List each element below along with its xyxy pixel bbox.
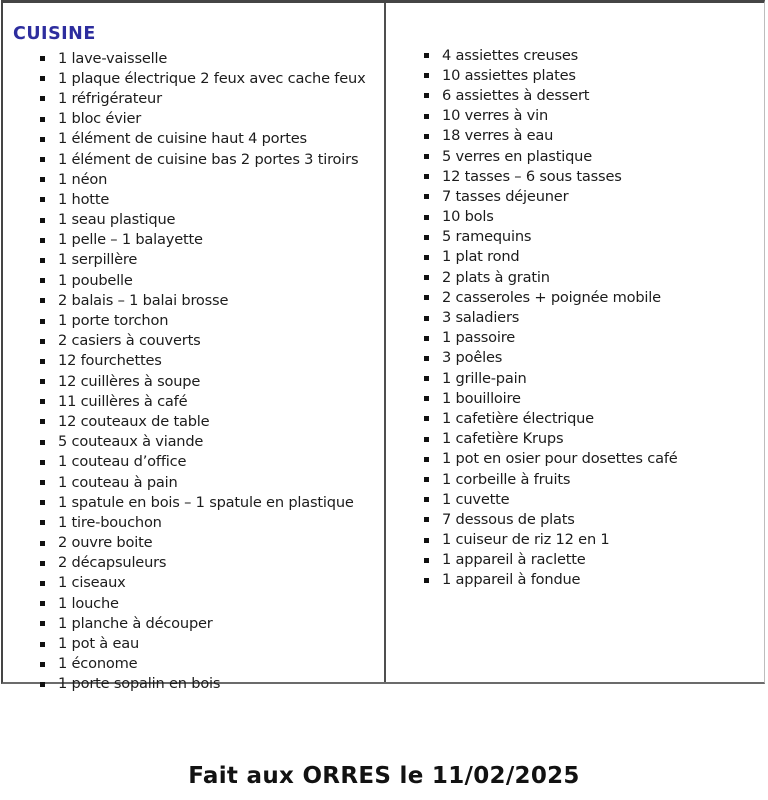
item-label: 12 cuillères à soupe <box>58 372 201 390</box>
square-bullet-icon <box>40 621 45 626</box>
square-bullet-icon <box>40 460 45 465</box>
inventory-item <box>40 48 378 68</box>
inventory-item <box>424 550 758 570</box>
square-bullet-icon <box>40 117 45 122</box>
item-label: 10 verres à vin <box>442 107 548 125</box>
item-label: 2 balais – 1 balai brosse <box>58 291 229 309</box>
item-label: 7 dessous de plats <box>442 510 575 528</box>
item-label: 4 assiettes creuses <box>442 46 579 64</box>
inventory-item <box>424 247 758 267</box>
square-bullet-icon <box>40 238 45 243</box>
item-label: 3 saladiers <box>442 309 520 327</box>
item-label: 1 grille-pain <box>442 369 527 387</box>
square-bullet-icon <box>40 642 45 647</box>
inventory-item <box>40 411 378 431</box>
item-label: 2 ouvre boite <box>58 534 153 552</box>
square-bullet-icon <box>424 174 429 179</box>
item-label: 1 spatule en bois – 1 spatule en plastique <box>58 493 354 511</box>
inventory-item <box>424 287 758 307</box>
square-bullet-icon <box>424 134 429 139</box>
inventory-item <box>40 553 378 573</box>
item-label: 6 assiettes à dessert <box>442 86 590 104</box>
item-label: 1 poubelle <box>58 271 133 289</box>
square-bullet-icon <box>40 440 45 445</box>
inventory-item <box>40 452 378 472</box>
item-label: 1 bouilloire <box>442 389 521 407</box>
square-bullet-icon <box>40 662 45 667</box>
inventory-item <box>40 331 378 351</box>
square-bullet-icon <box>40 197 45 202</box>
square-bullet-icon <box>40 157 45 162</box>
inventory-item <box>40 573 378 593</box>
item-label: 10 assiettes plates <box>442 66 576 84</box>
item-label: 1 néon <box>58 170 108 188</box>
item-label: 1 hotte <box>58 190 110 208</box>
inventory-item <box>424 45 758 65</box>
square-bullet-icon <box>40 56 45 61</box>
square-bullet-icon <box>424 437 429 442</box>
square-bullet-icon <box>424 578 429 583</box>
square-bullet-icon <box>424 376 429 381</box>
square-bullet-icon <box>40 541 45 546</box>
item-label: 10 bols <box>442 208 494 226</box>
inventory-item <box>40 674 378 694</box>
item-label: 7 tasses déjeuner <box>442 187 569 205</box>
footer-date-line: Fait aux ORRES le 11/02/2025 <box>188 763 580 789</box>
inventory-item <box>424 469 758 489</box>
inventory-item <box>424 509 758 529</box>
square-bullet-icon <box>424 215 429 220</box>
item-label: 1 seau plastique <box>58 211 176 229</box>
item-label: 12 fourchettes <box>58 352 162 370</box>
square-bullet-icon <box>424 275 429 280</box>
inventory-item <box>424 328 758 348</box>
inventory-item <box>40 512 378 532</box>
inventory-item <box>40 250 378 270</box>
square-bullet-icon <box>40 339 45 344</box>
square-bullet-icon <box>40 218 45 223</box>
inventory-item <box>40 169 378 189</box>
inventory-item <box>40 109 378 129</box>
square-bullet-icon <box>40 96 45 101</box>
item-label: 1 économe <box>58 655 138 673</box>
item-label: 1 louche <box>58 594 119 612</box>
square-bullet-icon <box>40 379 45 384</box>
inventory-item <box>40 230 378 250</box>
square-bullet-icon <box>424 356 429 361</box>
square-bullet-icon <box>424 457 429 462</box>
inventory-item <box>424 489 758 509</box>
item-label: 1 appareil à raclette <box>442 551 586 569</box>
inventory-item <box>424 267 758 287</box>
square-bullet-icon <box>40 278 45 283</box>
square-bullet-icon <box>40 581 45 586</box>
item-label: 1 cafetière électrique <box>442 409 594 427</box>
inventory-item <box>40 492 378 512</box>
inventory-item <box>424 570 758 590</box>
inventory-item <box>424 146 758 166</box>
item-label: 1 cuiseur de riz 12 en 1 <box>442 531 610 549</box>
item-label: 1 corbeille à fruits <box>442 470 571 488</box>
left-column-list <box>13 48 378 694</box>
item-label: 1 couteau à pain <box>58 473 178 491</box>
square-bullet-icon <box>424 538 429 543</box>
item-label: 1 serpillère <box>58 251 138 269</box>
square-bullet-icon <box>424 295 429 300</box>
item-label: 1 pot en osier pour dosettes café <box>442 450 678 468</box>
item-label: 12 tasses – 6 sous tasses <box>442 167 622 185</box>
square-bullet-icon <box>40 399 45 404</box>
square-bullet-icon <box>424 73 429 78</box>
item-label: 2 casiers à couverts <box>58 332 201 350</box>
inventory-item <box>40 351 378 371</box>
inventory-item <box>424 166 758 186</box>
inventory-item <box>40 472 378 492</box>
square-bullet-icon <box>424 235 429 240</box>
inventory-item <box>424 207 758 227</box>
inventory-item <box>40 391 378 411</box>
right-column-list <box>397 45 758 590</box>
inventory-item <box>424 126 758 146</box>
item-label: 1 passoire <box>442 329 515 347</box>
item-label: 1 plaque électrique 2 feux avec cache feux <box>58 69 366 87</box>
inventory-item <box>40 432 378 452</box>
item-label: 1 tire-bouchon <box>58 513 162 531</box>
item-label: 1 cuvette <box>442 490 510 508</box>
item-label: 1 porte torchon <box>58 312 169 330</box>
page-title: CUISINE <box>13 24 96 44</box>
square-bullet-icon <box>424 517 429 522</box>
square-bullet-icon <box>40 359 45 364</box>
square-bullet-icon <box>424 396 429 401</box>
inventory-item <box>424 85 758 105</box>
square-bullet-icon <box>40 298 45 303</box>
item-label: 1 planche à découper <box>58 614 213 632</box>
item-label: 1 porte sopalin en bois <box>58 675 221 693</box>
inventory-item <box>424 348 758 368</box>
item-label: 1 réfrigérateur <box>58 89 162 107</box>
square-bullet-icon <box>424 194 429 199</box>
item-label: 1 pelle – 1 balayette <box>58 231 203 249</box>
item-label: 5 ramequins <box>442 228 532 246</box>
item-label: 18 verres à eau <box>442 127 554 145</box>
inventory-item <box>424 368 758 388</box>
square-bullet-icon <box>424 114 429 119</box>
inventory-item <box>424 408 758 428</box>
square-bullet-icon <box>424 93 429 98</box>
inventory-item <box>40 68 378 88</box>
square-bullet-icon <box>40 480 45 485</box>
square-bullet-icon <box>40 258 45 263</box>
item-label: 2 plats à gratin <box>442 268 550 286</box>
square-bullet-icon <box>424 336 429 341</box>
square-bullet-icon <box>40 682 45 687</box>
inventory-column-right <box>386 3 764 682</box>
inventory-item <box>40 270 378 290</box>
square-bullet-icon <box>40 137 45 142</box>
item-label: 12 couteaux de table <box>58 412 210 430</box>
item-label: 2 décapsuleurs <box>58 554 167 572</box>
square-bullet-icon <box>40 601 45 606</box>
item-label: 1 plat rond <box>442 248 520 266</box>
inventory-item <box>424 530 758 550</box>
inventory-item <box>40 189 378 209</box>
inventory-item <box>40 129 378 149</box>
square-bullet-icon <box>424 477 429 482</box>
item-label: 5 verres en plastique <box>442 147 592 165</box>
square-bullet-icon <box>40 76 45 81</box>
item-label: 1 pot à eau <box>58 635 140 653</box>
item-label: 1 couteau d’office <box>58 453 187 471</box>
item-label: 1 appareil à fondue <box>442 571 581 589</box>
square-bullet-icon <box>424 558 429 563</box>
item-label: 2 casseroles + poignée mobile <box>442 288 661 306</box>
item-label: 1 lave-vaisselle <box>58 49 168 67</box>
square-bullet-icon <box>424 154 429 159</box>
square-bullet-icon <box>424 416 429 421</box>
square-bullet-icon <box>40 319 45 324</box>
inventory-item <box>424 388 758 408</box>
inventory-table <box>1 0 765 693</box>
inventory-item <box>40 310 378 330</box>
square-bullet-icon <box>424 53 429 58</box>
inventory-item <box>424 65 758 85</box>
inventory-column-left <box>3 3 386 693</box>
square-bullet-icon <box>40 177 45 182</box>
square-bullet-icon <box>424 497 429 502</box>
inventory-item <box>40 290 378 310</box>
inventory-item <box>424 106 758 126</box>
inventory-item <box>40 633 378 653</box>
item-label: 1 élément de cuisine bas 2 portes 3 tiroirs <box>58 150 359 168</box>
inventory-item <box>40 88 378 108</box>
item-label: 5 couteaux à viande <box>58 433 204 451</box>
inventory-item <box>424 227 758 247</box>
item-label: 3 poêles <box>442 349 503 367</box>
inventory-item <box>40 371 378 391</box>
square-bullet-icon <box>424 316 429 321</box>
item-label: 1 élément de cuisine haut 4 portes <box>58 130 307 148</box>
inventory-item <box>40 149 378 169</box>
item-label: 1 cafetière Krups <box>442 430 564 448</box>
square-bullet-icon <box>424 255 429 260</box>
inventory-item <box>40 210 378 230</box>
inventory-item <box>40 593 378 613</box>
inventory-item <box>424 429 758 449</box>
inventory-item <box>424 307 758 327</box>
inventory-item <box>424 449 758 469</box>
square-bullet-icon <box>40 419 45 424</box>
item-label: 1 ciseaux <box>58 574 126 592</box>
square-bullet-icon <box>40 561 45 566</box>
item-label: 11 cuillères à café <box>58 392 188 410</box>
inventory-item <box>40 654 378 674</box>
inventory-item <box>40 613 378 633</box>
square-bullet-icon <box>40 520 45 525</box>
square-bullet-icon <box>40 500 45 505</box>
inventory-item <box>424 186 758 206</box>
inventory-item <box>40 533 378 553</box>
item-label: 1 bloc évier <box>58 110 142 128</box>
